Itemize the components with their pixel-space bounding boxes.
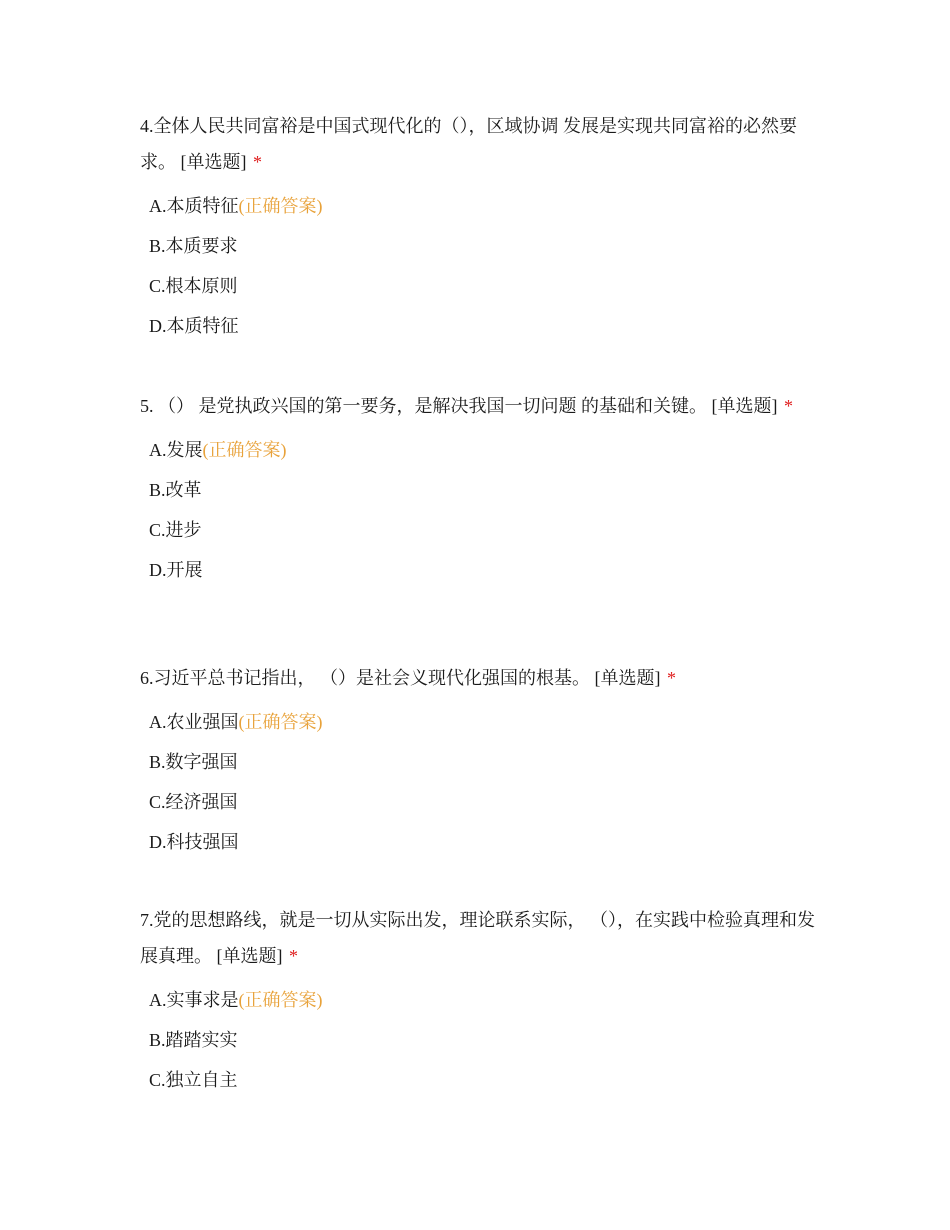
question-stem: 5. （） 是党执政兴国的第一要务，是解决我国一切问题 的基础和关键。 [单选题] *	[140, 396, 793, 416]
option-c[interactable]: C.经济强国	[149, 792, 238, 812]
option-a[interactable]: A.农业强国(正确答案)	[149, 712, 323, 732]
option-a[interactable]: A.实事求是(正确答案)	[149, 990, 323, 1010]
question-5	[140, 388, 820, 590]
question-stem: 6.习近平总书记指出， （）是社会义现代化强国的根基。 [单选题] *	[140, 668, 676, 688]
option-d[interactable]: D.科技强国	[149, 832, 239, 852]
option-d[interactable]: D.开展	[149, 560, 203, 580]
option-list	[149, 186, 820, 346]
option-a[interactable]: A.发展(正确答案)	[149, 440, 287, 460]
option-list	[149, 702, 820, 862]
correct-answer-tag: (正确答案)	[238, 196, 323, 216]
option-d[interactable]: D.本质特征	[149, 316, 239, 336]
required-mark: *	[289, 946, 298, 966]
question-6	[140, 660, 820, 862]
option-b[interactable]: B.踏踏实实	[149, 1030, 238, 1050]
required-mark: *	[784, 396, 793, 416]
required-mark: *	[253, 152, 262, 172]
correct-answer-tag: (正确答案)	[238, 990, 323, 1010]
option-b[interactable]: B.本质要求	[149, 236, 238, 256]
question-7	[140, 902, 820, 1100]
question-stem: 4.全体人民共同富裕是中国式现代化的（），区域协调 发展是实现共同富裕的必然要求。 [单选题] *	[140, 116, 797, 172]
option-list	[149, 430, 820, 590]
option-list	[149, 980, 820, 1100]
option-b[interactable]: B.改革	[149, 480, 202, 500]
correct-answer-tag: (正确答案)	[238, 712, 323, 732]
required-mark: *	[667, 668, 676, 688]
question-4	[140, 108, 820, 346]
option-c[interactable]: C.独立自主	[149, 1070, 238, 1090]
option-b[interactable]: B.数字强国	[149, 752, 238, 772]
option-c[interactable]: C.根本原则	[149, 276, 238, 296]
question-stem: 7.党的思想路线，就是一切从实际出发，理论联系实际， （），在实践中检验真理和发展真理。 [单选题] *	[140, 910, 815, 966]
option-a[interactable]: A.本质特征(正确答案)	[149, 196, 323, 216]
correct-answer-tag: (正确答案)	[202, 440, 287, 460]
option-c[interactable]: C.进步	[149, 520, 202, 540]
